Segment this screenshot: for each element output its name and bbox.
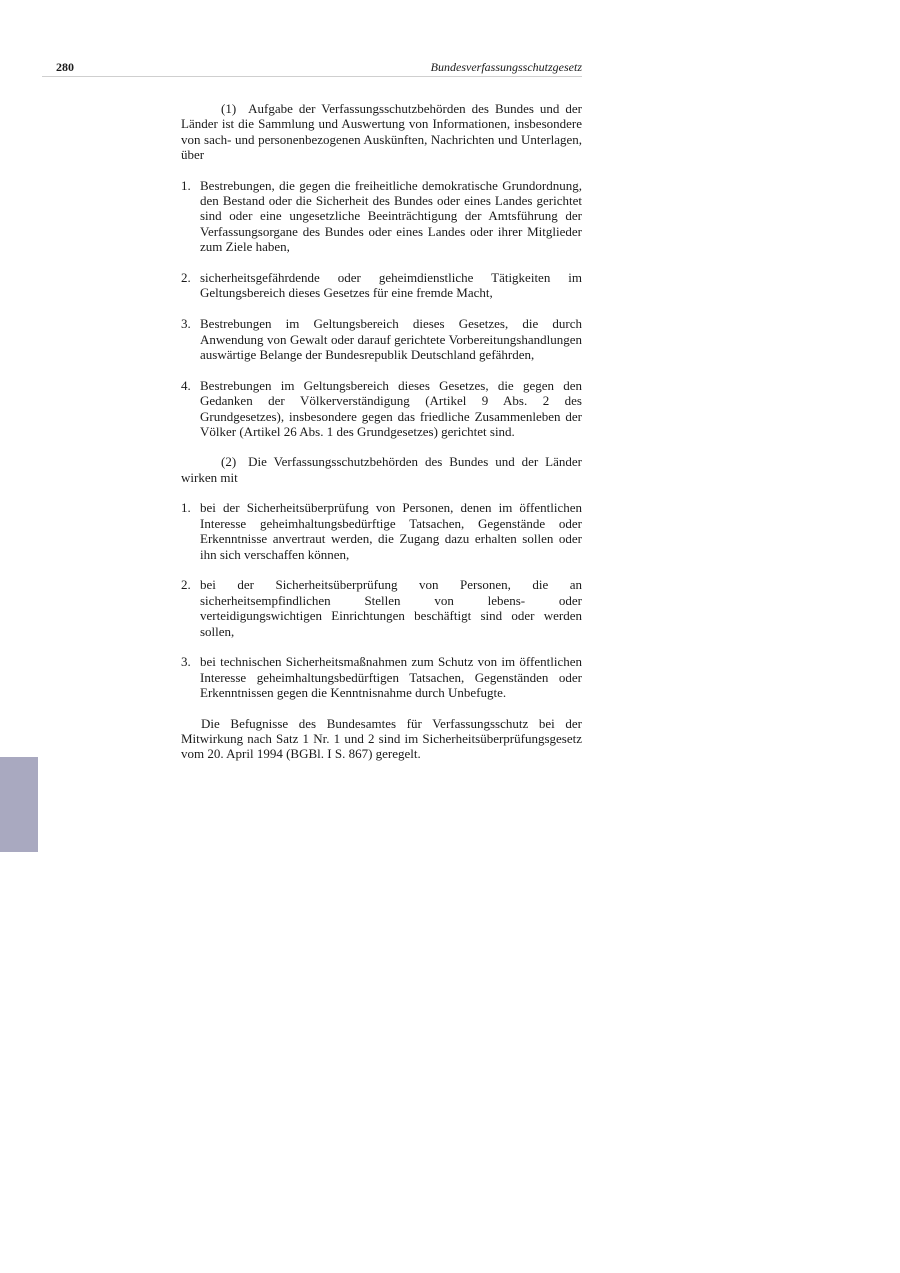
list-item bbox=[181, 500, 582, 562]
list-item bbox=[181, 654, 582, 700]
list-item bbox=[181, 270, 582, 301]
section-2-list bbox=[181, 500, 582, 700]
list-item-number: 1. bbox=[181, 500, 191, 516]
section-1-list bbox=[181, 178, 582, 440]
list-item bbox=[181, 577, 582, 639]
side-thumb-tab bbox=[0, 757, 38, 852]
list-item bbox=[181, 178, 582, 255]
section-1-number: (1) bbox=[221, 101, 237, 116]
running-title: Bundesverfassungsschutzgesetz bbox=[430, 60, 582, 74]
list-item-text: bei technischen Sicherheitsmaßnahmen zum Schutz von im öffentlichen Interesse geheimhaltungsbedürftigen Tatsachen, Gegenständen oder Erkenntnissen gegen die Kenntnisnahme durch Unbefugte. bbox=[200, 654, 582, 701]
list-item bbox=[181, 316, 582, 362]
section-2-paragraph bbox=[181, 454, 582, 485]
list-item-number: 2. bbox=[181, 270, 191, 286]
list-item-number: 3. bbox=[181, 654, 191, 670]
body-text bbox=[181, 101, 582, 762]
section-2-number: (2) bbox=[221, 454, 237, 470]
list-item-number: 4. bbox=[181, 377, 191, 393]
list-item-text: bei der Sicherheitsüberprüfung von Personen, denen im öffentlichen Interesse geheimhaltungsbedürftige Tatsachen, Gegenstände oder Erkenntnisse anvertraut werden, die Zugang dazu erhalten sollen oder ihn sich verschaffen können, bbox=[200, 500, 582, 562]
page-header bbox=[42, 60, 582, 77]
list-item-text: Bestrebungen im Geltungsbereich dieses Gesetzes, die durch Anwendung von Gewalt oder darauf gerichtete Vorbereitungshandlungen auswärtige Belange der Bundesrepublik Deutschland gefährden, bbox=[200, 316, 582, 363]
list-item-text: bei der Sicherheitsüberprüfung von Personen, die an sicherheitsempfindlichen Stellen von lebens- oder verteidigungswichtigen Einrichtungen beschäftigt sind oder werden sollen, bbox=[200, 577, 582, 639]
section-1-paragraph bbox=[181, 101, 582, 163]
section-2-text: Die Verfassungsschutzbehörden des Bundes und der Länder wirken mit bbox=[181, 454, 582, 485]
list-item-text: Bestrebungen, die gegen die freiheitliche demokratische Grundordnung, den Bestand oder die Sicherheit des Bundes oder eines Landes gerichtet sind oder eine ungesetzliche Beeinträchtigung der Amtsführung der Verfassungsorgane des Bundes oder eines Landes oder ihrer Mitglieder zum Ziele haben, bbox=[200, 177, 582, 255]
list-item-number: 1. bbox=[181, 177, 191, 193]
page-number: 280 bbox=[56, 60, 74, 74]
section-1-text: Aufgabe der Verfassungsschutzbehörden des Bundes und der Länder ist die Sammlung und Auswertung von Informationen, insbesondere von sach- und personenbezogenen Auskünften, Nachrichten und Unterlagen, über bbox=[181, 101, 582, 163]
list-item-number: 3. bbox=[181, 316, 191, 332]
list-item-number: 2. bbox=[181, 577, 191, 593]
list-item bbox=[181, 378, 582, 440]
list-item-text: Bestrebungen im Geltungsbereich dieses Gesetzes, die gegen den Gedanken der Völkerverständigung (Artikel 9 Abs. 2 des Grundgesetzes), insbesondere gegen das friedliche Zusammenleben der Völker (Artikel 26 Abs. 1 des Grundgesetzes) gerichtet sind. bbox=[200, 377, 582, 440]
closing-paragraph: Die Befugnisse des Bundesamtes für Verfassungsschutz bei der Mitwirkung nach Satz 1 Nr. 1 und 2 sind im Sicherheitsüberprüfungsgesetz vom 20. April 1994 (BGBl. I S. 867) geregelt. bbox=[181, 715, 582, 762]
list-item-text: sicherheitsgefährdende oder geheimdienstliche Tätigkeiten im Geltungsbereich dieses Gesetzes für eine fremde Macht, bbox=[200, 270, 582, 301]
